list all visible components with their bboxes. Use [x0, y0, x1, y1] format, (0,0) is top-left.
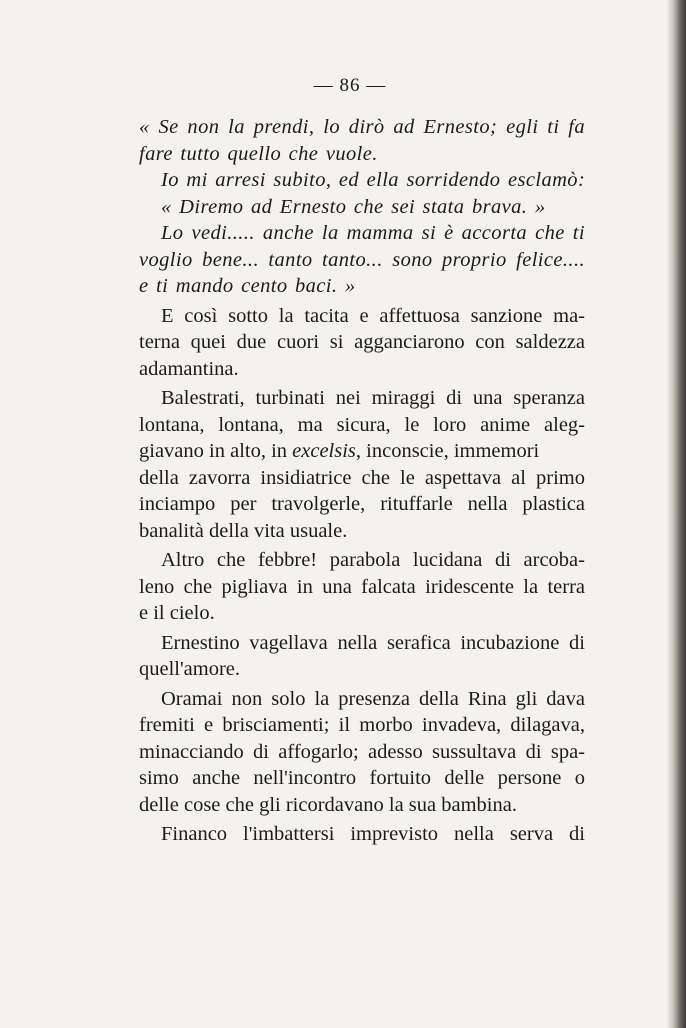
text-line: fremiti e brisciamenti; il morbo invadeva, dilagava,	[139, 714, 585, 736]
text-line: simo anche nell'incontro fortuito delle persone o	[139, 767, 585, 789]
text-line: Oramai non solo la presenza della Rina gli dava	[161, 687, 585, 710]
text-line: E così sotto la tacita e affettuosa sanzione ma-	[161, 304, 585, 327]
text-segment: giavano in alto, in	[139, 440, 288, 462]
text-line: Lo vedi..... anche la mamma si è accorta che ti	[161, 222, 585, 244]
text-line: adamantina.	[139, 357, 239, 380]
text-line: inciampo per travolgerle, rituffarle nella plastica	[139, 493, 585, 515]
italic-term: excelsis	[292, 440, 356, 462]
text-line: quell'amore.	[139, 658, 241, 680]
text-line: Altro che febbre! parabola lucidana di arcoba-	[161, 549, 585, 571]
text-line: « Diremo ad Ernesto che sei stata brava. »	[161, 195, 546, 218]
text-line: banalità della vita usuale.	[139, 519, 348, 542]
text-line: Ernestino vagellava nella serafica incubazione di	[161, 631, 585, 654]
text-line: delle cose che gli ricordavano la sua bambina.	[139, 793, 517, 816]
text-line: Financo l'imbattersi imprevisto nella serva di	[161, 823, 585, 845]
text-line: e il cielo.	[139, 602, 215, 624]
binding-edge	[666, 0, 686, 1028]
text-line: leno che pigliava in una falcata iridescente la terra	[139, 575, 585, 598]
text-line: lontana, lontana, ma sicura, le loro anime aleg-	[139, 413, 585, 436]
text-line: terna quei due cuori si agganciarono con saldezza	[139, 331, 585, 353]
text-line: e ti mando cento baci. »	[139, 275, 356, 297]
text-segment: , inconscie, immemori	[355, 440, 540, 462]
text-line: Io mi arresi subito, ed ella sorridendo esclamò:	[161, 169, 586, 191]
text-line: minacciando di affogarlo; adesso sussultava di spa-	[139, 740, 585, 763]
page-text	[139, 114, 585, 848]
text-line: Balestrati, turbinati nei miraggi di una speranza	[161, 387, 585, 409]
text-line: della zavorra insidiatrice che le aspettava al primo	[139, 466, 585, 489]
text-line: fare tutto quello che vuole.	[139, 142, 378, 165]
page-number: — 86 —	[313, 75, 387, 96]
text-line: voglio bene... tanto tanto... sono proprio felice....	[139, 248, 585, 271]
text-line-mixed	[139, 438, 585, 465]
text-line: « Se non la prendi, lo dirò ad Ernesto; egli ti fa	[139, 116, 585, 138]
